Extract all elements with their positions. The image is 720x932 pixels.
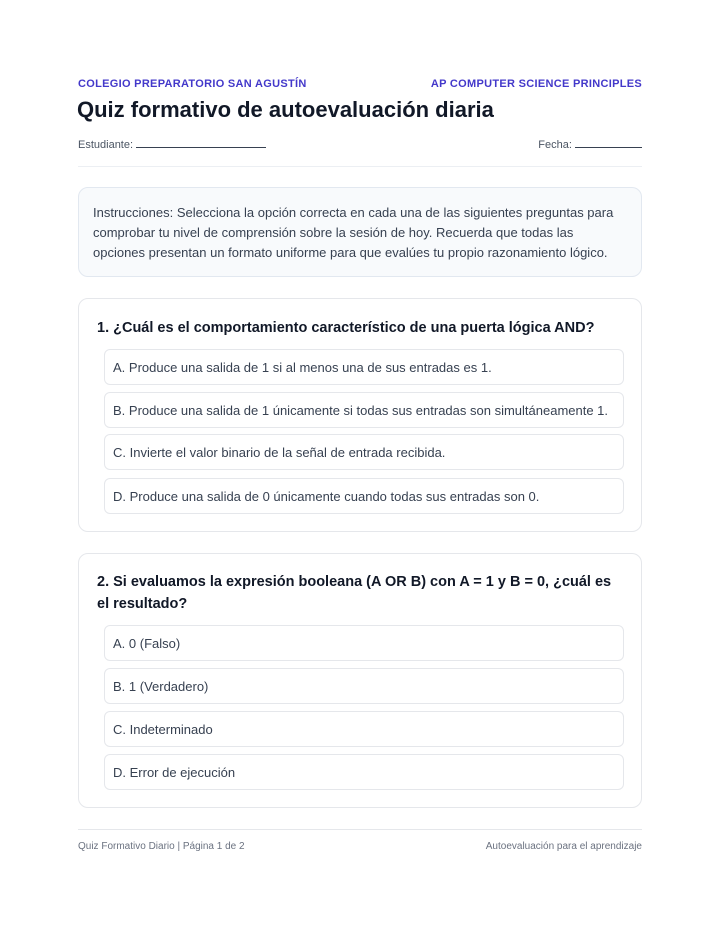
option-a[interactable]: A. 0 (Falso) (104, 625, 624, 661)
option-d[interactable]: D. Error de ejecución (104, 754, 624, 790)
student-blank[interactable] (136, 138, 266, 148)
option-d[interactable]: D. Produce una salida de 0 únicamente cuando todas sus entradas son 0. (104, 478, 624, 514)
option-c[interactable]: C. Indeterminado (104, 711, 624, 747)
option-b[interactable]: B. 1 (Verdadero) (104, 668, 624, 704)
header-top (78, 78, 642, 90)
date-field[interactable] (538, 138, 642, 151)
question-text: 2. Si evaluamos la expresión booleana (A OR B) con A = 1 y B = 0, ¿cuál es el resultado? (97, 574, 612, 612)
question-text: 1. ¿Cuál es el comportamiento característico de una puerta lógica AND? (97, 320, 595, 336)
date-label: Fecha: (538, 139, 572, 151)
date-blank[interactable] (575, 138, 642, 148)
student-field[interactable] (78, 138, 266, 151)
school-name: COLEGIO PREPARATORIO SAN AGUSTÍN (78, 78, 307, 90)
footer-page-info: Quiz Formativo Diario | Página 1 de 2 (78, 841, 245, 852)
option-c[interactable]: C. Invierte el valor binario de la señal de entrada recibida. (104, 434, 624, 470)
instructions-box: Instrucciones: Selecciona la opción correcta en cada una de las siguientes preguntas para comprobar tu nivel de comprensión sobre la sesión de hoy. Recuerda que todas las opciones presentan un formato uniforme para que evalúes tu propio razonamiento lógico. (78, 187, 642, 277)
option-a[interactable]: A. Produce una salida de 1 si al menos una de sus entradas es 1. (104, 349, 624, 385)
footer (78, 841, 642, 852)
meta-row (78, 138, 642, 151)
student-label: Estudiante: (78, 139, 134, 151)
course-name: AP COMPUTER SCIENCE PRINCIPLES (430, 78, 642, 90)
footer-divider (78, 829, 642, 830)
page-title: Quiz formativo de autoevaluación diaria (77, 97, 494, 122)
header-divider (78, 166, 642, 167)
question-card-2 (78, 553, 642, 808)
question-card-1 (78, 298, 642, 532)
footer-tagline: Autoevaluación para el aprendizaje (485, 841, 642, 852)
option-b[interactable]: B. Produce una salida de 1 únicamente si todas sus entradas son simultáneamente 1. (104, 392, 624, 428)
